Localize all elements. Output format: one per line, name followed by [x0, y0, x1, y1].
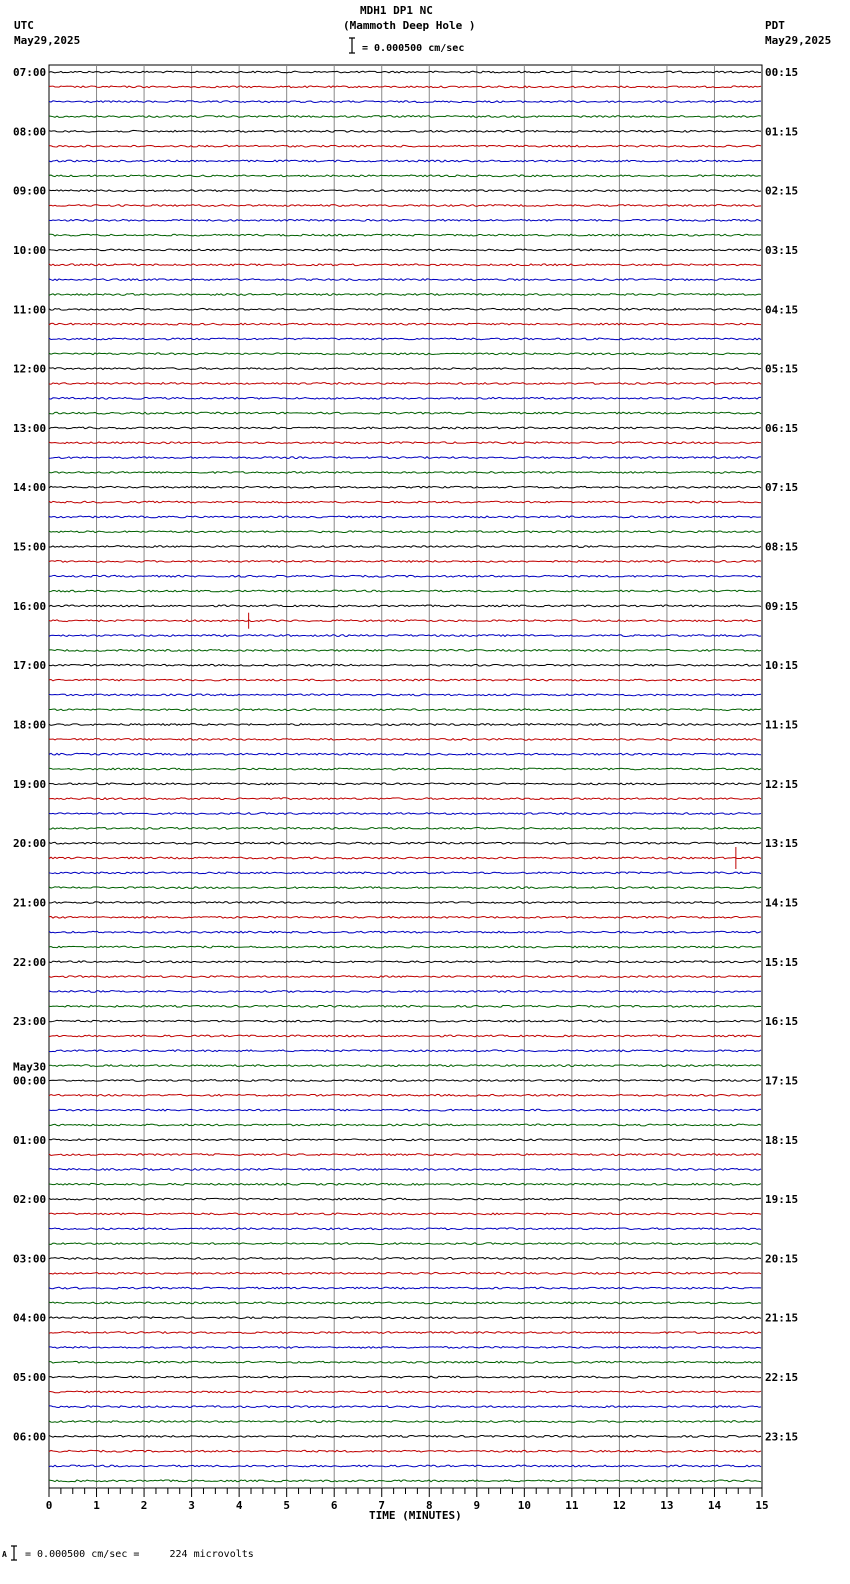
seismic-trace [49, 1005, 761, 1007]
utc-hour-label: 13:00 [13, 421, 47, 435]
utc-hour-label: 14:00 [13, 481, 47, 495]
seismic-trace [49, 1035, 761, 1037]
seismic-trace [49, 1272, 761, 1274]
seismic-trace [49, 412, 761, 414]
seismic-trace [49, 472, 761, 474]
seismic-trace [49, 353, 761, 355]
utc-hour-label: 02:00 [13, 1193, 47, 1207]
seismic-trace [49, 931, 761, 933]
seismic-trace [49, 724, 761, 726]
pdt-hour-label: 10:15 [765, 659, 799, 673]
pdt-hour-label: 03:15 [765, 243, 799, 257]
x-tick-label: 15 [755, 1499, 769, 1512]
seismic-trace [49, 1391, 761, 1393]
footer-mark: A [2, 1550, 7, 1559]
x-tick-label: 0 [45, 1499, 53, 1512]
x-tick-label: 3 [188, 1499, 195, 1512]
utc-hour-label: 22:00 [13, 955, 47, 969]
utc-hour-label: 03:00 [13, 1252, 47, 1266]
seismic-trace [49, 1406, 761, 1408]
seismic-trace [49, 86, 761, 88]
seismic-trace [49, 1169, 761, 1171]
seismic-trace [49, 1361, 761, 1363]
seismic-trace [49, 946, 761, 948]
x-tick-label: 4 [235, 1499, 243, 1512]
utc-hour-label: 23:00 [13, 1015, 47, 1029]
seismic-trace [49, 976, 761, 978]
utc-zone-label: UTC [14, 19, 34, 32]
seismic-trace [49, 1302, 761, 1304]
seismic-trace [49, 887, 761, 889]
utc-hour-label: 06:00 [13, 1430, 47, 1444]
seismic-trace [49, 1228, 761, 1230]
seismic-trace [49, 190, 761, 192]
seismic-trace [49, 605, 761, 607]
pdt-date-label: May29,2025 [765, 34, 832, 47]
seismic-trace [49, 101, 761, 103]
seismic-trace [49, 1435, 761, 1437]
utc-hour-label: 19:00 [13, 777, 47, 791]
pdt-hour-label: 05:15 [765, 362, 799, 376]
seismic-trace [49, 264, 761, 266]
pdt-hour-label: 20:15 [765, 1252, 799, 1266]
seismic-trace [49, 308, 761, 310]
seismic-trace [49, 219, 761, 221]
utc-hour-label: 12:00 [13, 362, 47, 376]
seismic-trace [49, 160, 761, 162]
seismic-trace [49, 1213, 761, 1215]
seismic-trace [49, 116, 761, 118]
seismic-trace [49, 205, 761, 207]
pdt-hour-label: 23:15 [765, 1430, 799, 1444]
seismic-trace [49, 768, 761, 770]
calibration-text: = 0.000500 cm/sec = 224 microvolts [25, 1549, 254, 1560]
pdt-hour-label: 04:15 [765, 303, 799, 317]
pdt-hour-label: 22:15 [765, 1371, 799, 1385]
seismic-trace [49, 872, 761, 874]
seismic-trace [49, 694, 761, 696]
seismic-trace [49, 620, 761, 622]
seismic-trace [49, 501, 761, 503]
seismic-trace [49, 575, 761, 577]
seismic-trace [49, 1094, 761, 1096]
seismic-trace [49, 902, 761, 904]
scale-text: = 0.000500 cm/sec [362, 43, 465, 54]
seismic-trace [49, 323, 761, 325]
seismic-trace [49, 130, 761, 132]
pdt-hour-label: 00:15 [765, 66, 799, 79]
x-tick-label: 9 [473, 1499, 481, 1512]
pdt-hour-label: 01:15 [765, 125, 799, 139]
seismic-trace [49, 486, 761, 488]
x-tick-label: 14 [707, 1499, 722, 1512]
utc-hour-label: 16:00 [13, 599, 47, 613]
date-change-label: May30 [13, 1060, 47, 1074]
seismic-trace [49, 1465, 761, 1467]
utc-hour-label: 09:00 [13, 184, 47, 198]
utc-hour-label: 15:00 [13, 540, 47, 554]
pdt-hour-label: 08:15 [765, 540, 799, 554]
seismic-trace [49, 1421, 761, 1423]
seismic-trace [49, 635, 761, 637]
seismic-trace [49, 1183, 761, 1185]
pdt-hour-label: 17:15 [765, 1074, 799, 1088]
seismic-trace [49, 1450, 761, 1452]
seismic-trace [49, 1317, 761, 1319]
pdt-hour-label: 02:15 [765, 184, 799, 198]
seismic-trace [49, 279, 761, 281]
pdt-hour-label: 07:15 [765, 481, 799, 495]
seismic-trace [49, 1109, 761, 1111]
seismic-trace [49, 798, 761, 800]
pdt-hour-label: 13:15 [765, 837, 799, 851]
seismic-trace [49, 961, 761, 963]
pdt-hour-label: 06:15 [765, 421, 799, 435]
utc-hour-label: 00:00 [13, 1074, 47, 1088]
seismic-trace [49, 679, 761, 681]
x-tick-label: 6 [330, 1499, 338, 1512]
seismic-trace [49, 1124, 761, 1126]
pdt-zone-label: PDT [765, 19, 785, 32]
utc-hour-label: 11:00 [13, 303, 47, 317]
seismic-trace [49, 442, 761, 444]
seismic-trace [49, 1258, 761, 1260]
pdt-hour-label: 21:15 [765, 1311, 799, 1325]
seismic-trace [49, 1050, 761, 1052]
seismic-trace [49, 1287, 761, 1289]
location-title: (Mammoth Deep Hole ) [343, 19, 476, 32]
seismic-trace [49, 709, 761, 711]
pdt-hour-label: 14:15 [765, 896, 799, 910]
x-tick-label: 12 [612, 1499, 627, 1512]
seismic-trace [49, 1080, 761, 1082]
seismic-trace [49, 1065, 761, 1067]
utc-hour-label: 07:00 [13, 66, 47, 79]
utc-date-label: May29,2025 [14, 34, 81, 47]
seismic-trace [49, 1198, 761, 1200]
utc-hour-label: 18:00 [13, 718, 47, 732]
seismic-trace [49, 842, 761, 844]
pdt-hour-label: 11:15 [765, 718, 799, 732]
seismic-trace [49, 249, 761, 251]
seismic-trace [49, 546, 761, 548]
seismic-trace [49, 827, 761, 829]
pdt-hour-label: 12:15 [765, 777, 799, 791]
pdt-hour-label: 19:15 [765, 1193, 799, 1207]
seismic-trace [49, 753, 761, 755]
seismic-trace [49, 71, 761, 73]
x-tick-label: 8 [425, 1499, 433, 1512]
x-axis-label: TIME (MINUTES) [369, 1509, 462, 1522]
seismic-trace [49, 1139, 761, 1141]
seismic-trace [49, 1020, 761, 1022]
x-tick-label: 5 [283, 1499, 290, 1512]
utc-hour-label: 05:00 [13, 1371, 47, 1385]
seismic-trace [49, 649, 761, 651]
seismic-trace [49, 531, 761, 533]
utc-hour-label: 20:00 [13, 837, 47, 851]
seismic-trace [49, 1243, 761, 1245]
seismic-trace [49, 338, 761, 340]
seismic-trace [49, 857, 761, 859]
utc-hour-label: 04:00 [13, 1311, 47, 1325]
seismic-trace [49, 813, 761, 815]
seismic-trace [49, 457, 761, 459]
calibration-bar-icon [11, 1546, 17, 1560]
seismic-trace [49, 590, 761, 592]
seismic-trace [49, 991, 761, 993]
seismic-trace [49, 368, 761, 370]
seismic-trace [49, 1332, 761, 1334]
utc-hour-label: 10:00 [13, 243, 47, 257]
seismic-trace [49, 175, 761, 177]
utc-hour-label: 21:00 [13, 896, 47, 910]
seismic-trace [49, 427, 761, 429]
seismic-trace [49, 294, 761, 296]
x-tick-label: 13 [660, 1499, 674, 1512]
seismic-trace [49, 234, 761, 236]
scale-bar-icon [349, 38, 355, 53]
seismic-trace [49, 397, 761, 399]
utc-hour-label: 01:00 [13, 1133, 47, 1147]
seismic-trace [49, 664, 761, 666]
seismic-trace [49, 783, 761, 785]
utc-hour-label: 17:00 [13, 659, 47, 673]
pdt-hour-label: 18:15 [765, 1133, 799, 1147]
utc-hour-label: 08:00 [13, 125, 47, 139]
seismic-trace [49, 560, 761, 562]
seismic-trace [49, 738, 761, 740]
seismic-trace [49, 145, 761, 147]
seismic-trace [49, 1346, 761, 1348]
x-tick-label: 10 [517, 1499, 531, 1512]
x-tick-label: 1 [93, 1499, 100, 1512]
x-tick-label: 11 [565, 1499, 579, 1512]
seismic-trace [49, 1154, 761, 1156]
seismic-trace [49, 916, 761, 918]
x-tick-label: 7 [378, 1499, 386, 1512]
station-title: MDH1 DP1 NC [360, 4, 433, 17]
seismic-trace [49, 1376, 761, 1378]
seismic-trace [49, 383, 761, 385]
x-tick-label: 2 [140, 1499, 148, 1512]
pdt-hour-label: 16:15 [765, 1015, 799, 1029]
pdt-hour-label: 15:15 [765, 955, 799, 969]
seismic-trace [49, 516, 761, 518]
pdt-hour-label: 09:15 [765, 599, 799, 613]
seismic-trace [49, 1480, 761, 1482]
